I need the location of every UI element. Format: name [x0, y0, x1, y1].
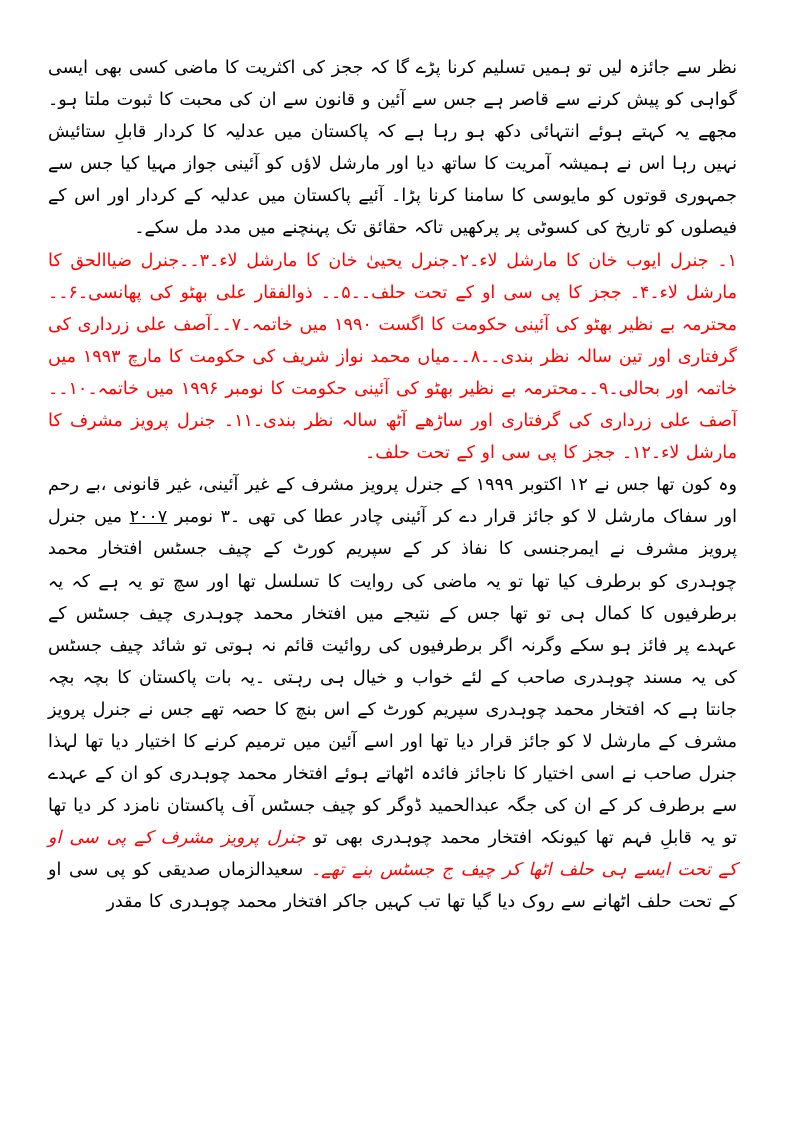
events-list-paragraph: ۱۔ جنرل ایوب خان کا مارشل لاء۔۲۔جنرل یحییٰ خان کا مارشل لاء۔۳۔۔جنرل ضیاالحق کا مارشل لاء۔۴۔ ججز کا پی سی او کے تحت حلف۔۔۵۔۔ ذوالفقار علی بھٹو کی پھانسی۔۶۔۔محترمہ بے نظیر بھٹو کی آئینی حکومت کا اگست ۱۹۹۰ میں خاتمہ۔۷۔۔آصف علی زرداری کی گرفتاری اور تین سالہ نظر بندی۔۔۸۔۔میاں محمد نواز شریف کی حکومت کا مارچ ۱۹۹۳ میں خاتمہ اور بحالی۔۹۔۔محترمہ بے نظیر بھٹو کی آئینی حکومت کا نومبر ۱۹۹۶ میں خاتمہ۔۱۰۔۔آصف علی زرداری کی گرفتاری اور ساڑھے آٹھ سالہ نظر بندی۔۱۱۔ جنرل پرویز مشرف کا مارشل لاء۔۱۲۔ ججز کا پی سی او کے تحت حلف۔ — [48, 250, 738, 464]
paragraph-text-a: وہ کون تھا جس نے ۱۲ اکتوبر ۱۹۹۹ کے جنرل پرویز مشرف کے غیر آئینی، غیر قانونی ،بے رحم اور سفاک مارشل لا کو جائز قرار دے کر آئینی چادر عطا کی تھی ۔۳ نومبر — [48, 475, 738, 528]
paragraph-text-c: سعیدالزماں صدیقی کو پی سی او کے تحت حلف اٹھانے سے روک دیا گیا تھا تب کہیں جاکر افتخار محمد چوہدری کا مقدر — [48, 860, 737, 913]
underlined-year: ۲۰۰۷ — [129, 507, 168, 528]
urdu-text-block — [48, 52, 737, 919]
highlighted-italic-text: جنرل پرویز مشرف کے پی سی او کے تحت ایسے ہی حلف اٹھا کر چیف ج جسٹس بنے تھے۔ — [48, 828, 737, 881]
intro-paragraph: نظر سے جائزہ لیں تو ہمیں تسلیم کرنا پڑے گا کہ ججز کی اکثریت کا ماضی کسی بھی ایسی گواہی کو پیش کرنے سے قاصر ہے جس سے آئین و قانون سے ان کی محبت کا ثبوت ملتا ہو۔ مجھے یہ کہتے ہوئے انتہائی دکھ ہو رہا ہے کہ پاکستان میں عدلیہ کا کردار قابلِ ستائیش نہیں رہا اس نے ہمیشہ آمریت کا ساتھ دیا اور مارشل لاؤں کو آئینی جواز مہیا کیا جس سے جمہوری قوتوں کو مایوسی کا سامنا کرنا پڑا۔ آئیے پاکستان میں عدلیہ کے کردار اور اس کے فیصلوں کو تاریخ کی کسوٹی پر پرکھیں تاکہ حقائق تک پہنچنے میں مدد مل سکے۔ — [48, 58, 737, 239]
main-paragraph — [48, 469, 737, 918]
paragraph-text-b: میں جنرل پرویز مشرف نے ایمرجنسی کا نفاذ کر کے سپریم کورٹ کے چیف جسٹس افتخار محمد چوہدری کو برطرف کیا تھا تو یہ ماضی کی روایت کا تسلسل تھا اور سچ تو یہ ہے کہ یہ برطرفیوں کا کمال ہی تو تھا جس کے نتیجے میں افتخار محمد چوہدری چیف جسٹس کے عہدے پر فائز ہو سکے وگرنہ اگر برطرفیوں کی روائیت قائم نہ ہوتی تو شائد چیف جسٹس کی یہ مسند چوہدری صاحب کے لئے خواب و خیال ہی رہتی ۔یہ بات پاکستان کا بچہ بچہ جانتا ہے کہ افتخار محمد چوہدری سپریم کورٹ کے اس بنچ کا حصہ تھے جس نے جنرل پرویز مشرف کے مارشل لا کو جائز قرار دیا تھا اور اسے آئین میں ترمیم کرنے کا اختیار دیا تھا لہذا جنرل صاحب نے اسی اختیار کا ناجائز فائدہ اٹھاتے ہوئے افتخار محمد چوہدری کو ان کے عہدے سے برطرف کر کے ان کی جگہ عبدالحمید ڈوگر کو چیف جسٹس آف پاکستان نامزد کر دیا تھا تو یہ قابلِ فہم تھا کیونکہ افتخار محمد چوہدری بھی تو — [48, 507, 737, 849]
